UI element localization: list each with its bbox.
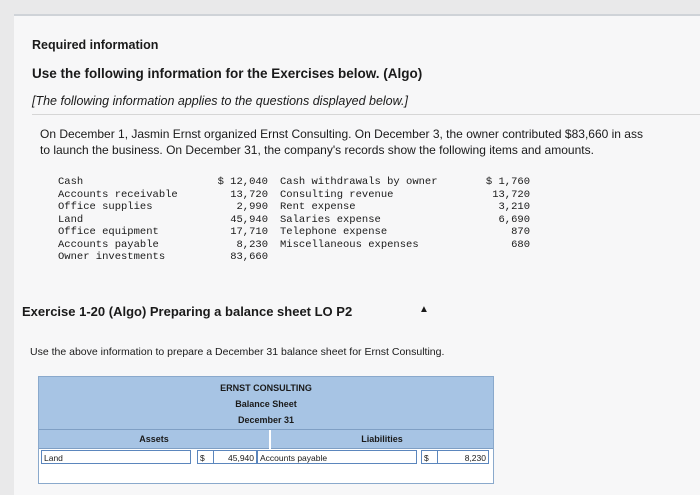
account-name: Cash bbox=[58, 176, 84, 188]
account-amount: 2,990 bbox=[236, 201, 268, 213]
asset-amount-input[interactable]: 45,940 bbox=[213, 450, 257, 464]
account-name: Accounts payable bbox=[58, 238, 159, 251]
intro-line-2: to launch the business. On December 31, the company's records show the following items and amounts. bbox=[40, 143, 594, 157]
intro-paragraph bbox=[40, 126, 700, 158]
liability-amount-input[interactable]: 8,230 bbox=[437, 450, 489, 464]
account-amount: 45,940 bbox=[230, 213, 268, 226]
account-name: Salaries expense bbox=[280, 213, 381, 226]
account-name: Cash withdrawals by owner bbox=[280, 176, 438, 188]
account-amount: 870 bbox=[511, 226, 530, 238]
intro-line-1: On December 1, Jasmin Ernst organized Ernst Consulting. On December 3, the owner contributed $83,660 in ass bbox=[40, 127, 643, 141]
account-amount: 6,690 bbox=[498, 213, 530, 226]
asset-label-input[interactable]: Land bbox=[41, 450, 191, 464]
account-name: Office equipment bbox=[58, 226, 159, 238]
accounts-left-amounts bbox=[204, 176, 268, 264]
page bbox=[14, 14, 700, 495]
statement-date: December 31 bbox=[237, 415, 295, 425]
assets-header: Assets bbox=[39, 430, 269, 449]
use-info-title: Use the following information for the Exercises below. (Algo) bbox=[32, 66, 423, 81]
account-amount: 83,660 bbox=[230, 251, 268, 263]
balance-sheet-table bbox=[38, 376, 494, 484]
info-note: [The following information applies to the questions displayed below.] bbox=[32, 94, 408, 108]
exercise-instruction: Use the above information to prepare a December 31 balance sheet for Ernst Consulting. bbox=[30, 346, 445, 358]
section-divider bbox=[32, 114, 700, 115]
account-amount: 17,710 bbox=[230, 226, 268, 238]
pointer-cursor-icon: ▲ bbox=[419, 304, 429, 315]
account-name: Land bbox=[58, 213, 84, 226]
account-amount: 8,230 bbox=[236, 238, 268, 251]
account-name: Owner investments bbox=[58, 251, 166, 263]
accounts-right-amounts bbox=[474, 176, 530, 251]
account-name: Rent expense bbox=[280, 201, 356, 213]
account-name: Miscellaneous expenses bbox=[280, 238, 419, 251]
account-name: Consulting revenue bbox=[280, 188, 394, 201]
account-amount: 13,720 bbox=[230, 188, 268, 201]
account-amount: 13,720 bbox=[492, 188, 530, 201]
account-amount: 680 bbox=[511, 238, 530, 251]
exercise-title: Exercise 1-20 (Algo) Preparing a balance sheet LO P2 bbox=[22, 304, 353, 319]
account-amount: $ 1,760 bbox=[485, 176, 530, 188]
required-info-title: Required information bbox=[32, 38, 159, 52]
account-name: Office supplies bbox=[58, 201, 153, 213]
asset-dollar-sign: $ bbox=[197, 450, 213, 464]
company-name: ERNST CONSULTING bbox=[220, 383, 312, 393]
account-amount: 3,210 bbox=[498, 201, 530, 213]
balance-sheet-header bbox=[39, 377, 493, 430]
top-divider bbox=[14, 14, 700, 16]
statement-title: Balance Sheet bbox=[235, 399, 297, 409]
liabilities-header: Liabilities bbox=[271, 430, 493, 449]
account-name: Telephone expense bbox=[280, 226, 388, 238]
accounts-left-names bbox=[58, 176, 188, 264]
liability-dollar-sign: $ bbox=[421, 450, 437, 464]
account-name: Accounts receivable bbox=[58, 188, 178, 201]
accounts-right-names bbox=[280, 176, 460, 251]
liability-label-input[interactable]: Accounts payable bbox=[257, 450, 417, 464]
table-row bbox=[39, 450, 493, 466]
account-amount: $ 12,040 bbox=[217, 176, 268, 188]
